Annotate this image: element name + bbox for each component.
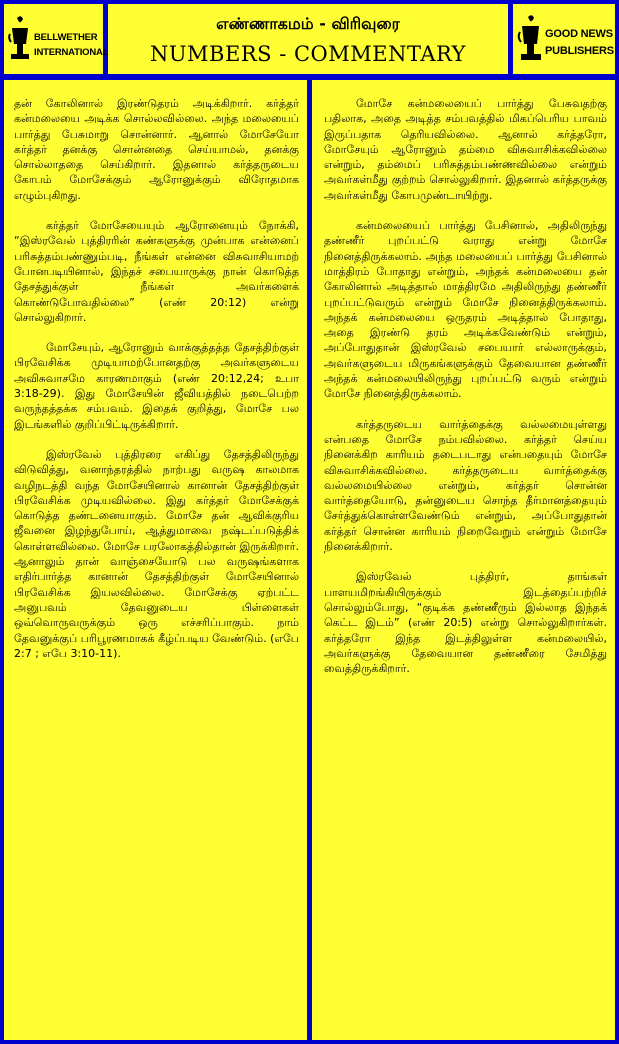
logo-left-line1: BELLWETHER <box>34 32 98 43</box>
right-paragraph-4: இஸ்ரவேல் புத்திரர், தாங்கள் பாளயமிறங்கியிருக்கும் இடத்தைப்பற்றிச் சொல்லும்போது, “குடிக்க தண்ணீரும் இல்லாத இந்தக் கெட்ட இடம்” (எண் 20:5) என்று சொல்லுகிறார்கள். கர்த்தரோ இந்த இடத்திலுள்ள கன்மலையில், அவர்களுக்கு தேவையான தண்ணீரை சேமித்து வைத்திருக்கிறார். <box>324 570 607 676</box>
right-paragraph-1: மோசே கன்மலையைப் பார்த்து பேசுவதற்கு பதிலாக, அதை அடித்த சம்பவத்தில் மிகப்பெரிய பாவம் இருப்பதாக தெரியவில்லை. ஆனால் கர்த்தரோ, மோசேயும் ஆரோனும் தம்மை விசுவாசிக்கவில்லை என்றும், தம்மைப் பரிசுத்தம்பண்ணவில்லை என்றும் அவர்கள்மீது குற்றம் சொல்லுகிறார். இதனால் கர்த்தருக்கு அவர்கள்மீது கோபமுண்டாயிற்று. <box>324 97 607 202</box>
logo-left-line2: INTERNATIONAL <box>34 47 109 58</box>
logo-right-line1: GOOD NEWS <box>545 28 613 40</box>
left-paragraph-4: இஸ்ரவேல் புத்திரரை எகிப்து தேசத்திலிருந்து விடுவித்து, வனாந்தரத்தில் நாற்பது வருஷ காலமாக வழிநடத்தி வந்த மோசேயினால் கானான் தேசத்திற்குள் பிரவேசிக்க முடியவில்லை. இது கர்த்தர் மோசேக்குக் கொடுத்த தண்டனையாகும். மோசே தன் ஆவிக்குரிய ஜீவனை இழந்துபோய், ஆத்துமாவை நஷ்டப்படுத்திக் கொள்ளவில்லை. மோசே பரலோகத்தில்தான் இருக்கிறார். ஆனாலும் தான் வாஞ்சையோடு பல வருஷங்களாக எதிர்பார்த்த கானான் தேசத்திற்குள் மோசேயினால் பிரவேசிக்க இயலவில்லை. மோசேக்கு ஏற்பட்ட அனுபவம் தேவனுடைய பிள்ளைகள் ஒவ்வொருவருக்கும் ஒரு எச்சரிப்பாகும். நாம் தேவனுக்குப் பரிபூரணமாகக் கீழ்ப்படிய வேண்டும். (எபே 2:7 ; எபே 3:10-11). <box>14 447 299 660</box>
lamp-icon <box>8 14 34 66</box>
right-paragraph-2: கன்மலையைப் பார்த்து பேசினால், அதிலிருந்து தண்ணீர் புறப்பட்டு வராது என்று மோசே நினைத்திருக்கலாம். அந்த மலையைப் பார்த்து பேசினால் மாத்திரம் போதாது என்றும், அந்தக் கன்மலையை தன் கோலினால் அடித்தால் மாத்திரமே அதிலிருந்து தண்ணீர் புறப்பட்டுவரும் என்றும் மோசே நினைத்திருக்கலாம். அந்தக் கன்மலையை ஒருதரம் அடித்தால் போதாது, அதை இரண்டு தரம் அடிக்கவேண்டும் என்றும், அப்போதுதான் இஸ்ரவேல் சபையார் எல்லாருக்கும், அவர்களுடைய மிருகங்களுக்கும் தேவையான தண்ணீர் அந்தக் கன்மலையிலிருந்து புறப்பட்டு வரும் என்றும் மோசே நினைத்திருக்கலாம். <box>324 219 607 401</box>
right-column <box>312 80 615 1040</box>
page-title-tamil: எண்ணாகமம் - விரிவுரை <box>216 14 400 33</box>
left-column <box>4 80 307 1040</box>
left-column-text <box>14 96 299 676</box>
bellwether-logo <box>8 14 109 66</box>
page-title-english: NUMBERS - COMMENTARY <box>149 42 467 66</box>
lamp-icon <box>517 14 545 66</box>
good-news-logo <box>517 14 614 66</box>
logo-right-line2: PUBLISHERS <box>545 45 614 57</box>
title-panel <box>108 4 508 74</box>
left-paragraph-3: மோசேயும், ஆரோனும் வாக்குத்தத்த தேசத்திற்குள் பிரவேசிக்க முடியாமற்போனதற்கு அவர்களுடைய அவிசுவாசமே காரணமாகும் (எண் 20:12,24; உபா 3:18-29). இது மோசேயின் ஜீவியத்தில் நடைபெற்ற வருந்தத்தக்க சம்பவம். இதைக் குறித்து, மோசே பல இடங்களில் குறிப்பிட்டிருக்கிறார். <box>14 341 299 431</box>
right-paragraph-3: கர்த்தருடைய வார்த்தைக்கு வல்லமையுள்ளது என்பதை மோசே நம்பவில்லை. கர்த்தர் செய்ய நினைக்கிற காரியம் தடைபடாது என்பதையும் மோசே விசுவாசிக்கவில்லை. கர்த்தருடைய வார்த்தைக்கு வல்லமையில்லை என்றும், கர்த்தர் சொன்ன வார்த்தையோடு, தன்னுடைய சொந்த தீர்மானத்தையும் சேர்த்துக்கொள்ளவேண்டும் என்றும், அப்போதுதான் கர்த்தர் சொன்ன காரியம் நிறைவேறும் என்றும் மோசே நினைக்கிறார். <box>324 417 607 554</box>
left-paragraph-1: தன் கோலினால் இரண்டுதரம் அடிக்கிறார். கர்த்தர் கன்மலையை அடிக்க சொல்லவில்லை. அந்த மலையைப் பார்த்து பேசுமாறு சொன்னார். ஆனால் மோசேயோ கர்த்தர் தனக்கு சொன்னதை செய்யாமல், தனக்கு சொல்லாததை செய்கிறார். இதனால் கர்த்தருடைய கோபம் மோசேக்கும் ஆரோனுக்கும் விரோதமாக எழும்புகிறது. <box>14 97 299 202</box>
left-paragraph-2: கர்த்தர் மோசேயையும் ஆரோனையும் நோக்கி, “இஸ்ரவேல் புத்திரரின் கண்களுக்கு முன்பாக என்னைப் பரிசுத்தம்பண்ணும்படி, நீங்கள் என்னை விசுவாசியாமற் போனபடியினால், இந்தச் சபையாருக்கு நான் கொடுத்த தேசத்துக்குள் நீங்கள் அவர்களைக் கொண்டுபோவதில்லை” (எண் 20:12) என்று சொல்லுகிறார். <box>14 219 299 324</box>
right-column-text <box>324 96 607 691</box>
logo-right-panel <box>513 4 615 74</box>
logo-left-panel <box>4 4 109 74</box>
